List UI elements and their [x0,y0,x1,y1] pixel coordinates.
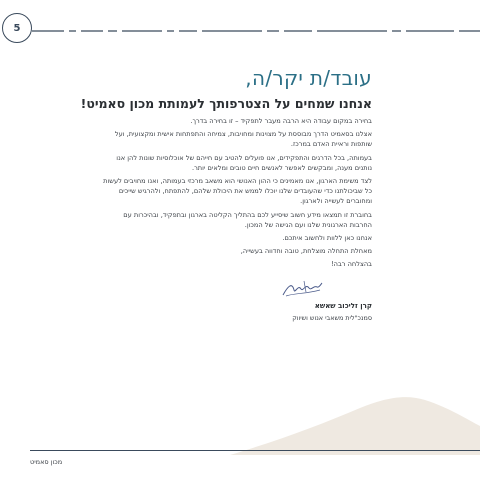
page-title: עובד/ת יקר/ה, [245,66,372,90]
footer-rule [30,450,480,451]
paragraph: אצלנו בסאמיט הדרך מבוססת על מצוינות ומחויבות, צמיחה והתפתחות אישית ומקצועית, ועל שותפות וראיית האדם במרכז. [114,130,372,149]
paragraph: בעמותה, בכל הדרגים והתפקידים, אנו פועלים להטיב עם חייהם של אוכלוסיות שונות להן אנו נותנים מענה, ומבקשים לאפשר לאנשים חיים טובים ומלאים יותר. [116,153,372,172]
paragraph: אנחנו כאן ללוות ולחשוב איתכם. [282,234,372,243]
footer-org-name: מכון סאמיט [30,458,63,466]
decorative-wave [0,380,480,455]
handwritten-signature [280,278,324,300]
signature-role: סמנכ"לית משאבי אנוש ושיווק [292,313,372,322]
paragraph: מאחלת התחלה מוצלחת, טובה וחדווה בעשייה, [240,247,372,256]
paragraph: בהצלחה רבה! [331,260,372,269]
page-number: 5 [13,22,21,34]
paragraph: בחוברת זו תמצאו מידע חשוב שיסייע לכם בהתליך הקליטה בארגון ובתפקיד, ובהיכרות עם החרבות הארגונית שלנו ועם הגישה של המכון. [123,210,372,229]
header-dashed-rule [32,30,480,32]
signature-name: קרן זליכוב שאשא [314,301,372,310]
paragraph: לצד משימת הארגון, אנו מאמינים כי ההון האנושי הוא משאב מרכזי בעמותה, ואנו מחויבים לעשות כל שביכולתנו כדי שהעובדים שלנו יוכלו לממש את היכולת שלהם, להתפתח, ולהרגיש שייכים ומחוברים לעשייה ולארגון. [103,177,372,206]
page-number-badge [2,13,32,43]
letter-subtitle: אנחנו שמחים על הצטרפותך לעמותת מכון סאמיט! [80,96,372,111]
letter-body [80,96,372,322]
paragraph: בחירה במקום עבודה היא הרבה מעבר לתפקיד – זו בחירה בדרך. [190,117,372,125]
